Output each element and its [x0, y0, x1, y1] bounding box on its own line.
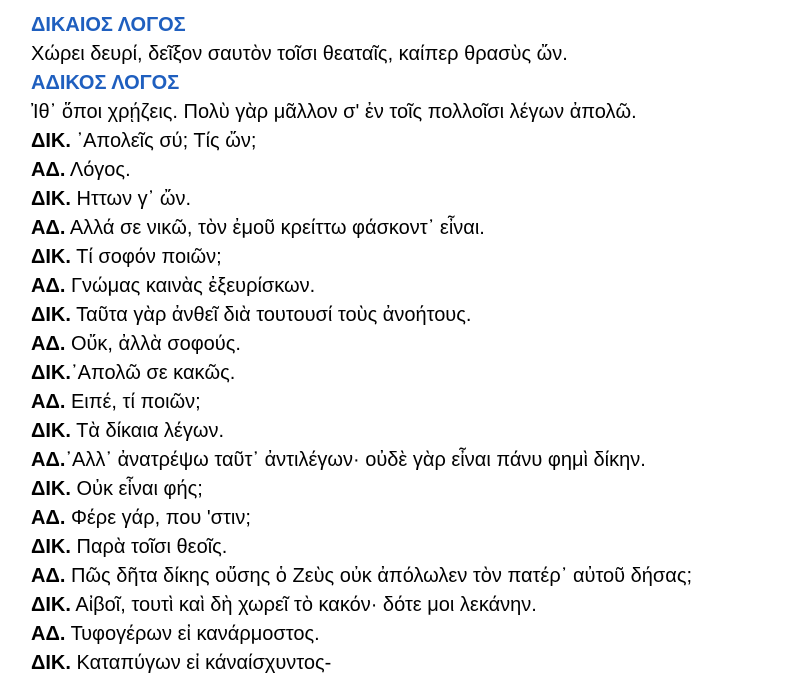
dialogue-line — [31, 504, 785, 533]
speaker-label: ΑΔ. — [31, 159, 66, 181]
dialogue-line — [31, 40, 785, 69]
speaker-label: ΔΙΚ. — [31, 130, 71, 152]
line-text: Παρὰ τοῖσι θεοῖς. — [76, 536, 228, 558]
dialogue-line — [31, 562, 785, 591]
speaker-label: ΑΔ. — [31, 333, 66, 355]
dialogue-line — [31, 359, 785, 388]
line-text: Χώρει δευρί, δεῖξον σαυτὸν τοῖσι θεαταῖς, καίπερ θρασὺς ὤν. — [31, 43, 568, 65]
dialogue-line — [31, 330, 785, 359]
dialogue-line — [31, 301, 785, 330]
line-text: Οὔκ, ἀλλὰ σοφούς. — [70, 333, 241, 355]
speaker-label: ΔΙΚ. — [31, 246, 71, 268]
dialogue-line — [31, 417, 785, 446]
line-text: ᾿Αλλ᾽ ἀνατρέψω ταῦτ᾽ ἀντιλέγων· οὐδὲ γὰρ εἶναι πάνυ φημὶ δίκην. — [65, 449, 646, 471]
speaker-label: ΔΙΚ. — [31, 420, 71, 442]
heading-text: ΔΙΚΑΙΟΣ ΛΟΓΟΣ — [31, 14, 186, 36]
speaker-label: ΔΙΚ. — [31, 652, 71, 674]
line-text: Οὐκ εἶναι φής; — [76, 478, 203, 500]
dialogue-line — [31, 272, 785, 301]
speaker-label: ΔΙΚ. — [31, 304, 71, 326]
speaker-label: ΑΔ. — [31, 565, 66, 587]
speaker-label: ΑΔ. — [31, 449, 66, 471]
line-text: Αἰβοῖ, τουτὶ καὶ δὴ χωρεῖ τὸ κακόν· δότε μοι λεκάνην. — [75, 594, 537, 616]
line-text: Γνώμας καινὰς ἐξευρίσκων. — [70, 275, 316, 297]
heading-adikos-logos — [31, 69, 785, 98]
line-text: Τί σοφόν ποιῶν; — [76, 246, 222, 268]
line-text: Ειπέ, τί ποιῶν; — [70, 391, 201, 413]
line-text: Πῶς δῆτα δίκης οὔσης ὁ Ζεὺς οὐκ ἀπόλωλεν τὸν πατέρ᾽ αὐτοῦ δήσας; — [70, 565, 693, 587]
speaker-label: ΔΙΚ. — [31, 362, 71, 384]
line-text: Λόγος. — [69, 159, 131, 181]
dialogue-line — [31, 214, 785, 243]
dialogue-line — [31, 243, 785, 272]
line-text: ᾿Απολεῖς σύ; Τίς ὤν; — [76, 130, 257, 152]
dialogue-line — [31, 533, 785, 562]
dialogue-line — [31, 475, 785, 504]
dialogue-line — [31, 185, 785, 214]
speaker-label: ΔΙΚ. — [31, 188, 71, 210]
line-text: Ἰθ᾽ ὅποι χρῄζεις. Πολὺ γὰρ μᾶλλον σ' ἐν τοῖς πολλοῖσι λέγων ἀπολῶ. — [31, 101, 637, 123]
line-text: Αλλά σε νικῶ, τὸν ἐμοῦ κρείττω φάσκοντ᾽ εἶναι. — [69, 217, 485, 239]
speaker-label: ΑΔ. — [31, 391, 66, 413]
speaker-label: ΔΙΚ. — [31, 478, 71, 500]
dialogue-line — [31, 649, 785, 678]
line-text: Ταῦτα γὰρ ἀνθεῖ διὰ τουτουσί τοὺς ἀνοήτους. — [76, 304, 472, 326]
dialogue-line — [31, 127, 785, 156]
line-text: Τυφογέρων εἰ κανάρμοστος. — [70, 623, 320, 645]
heading-dikaios-logos — [31, 11, 785, 40]
speaker-label: ΑΔ. — [31, 217, 66, 239]
heading-text: ΑΔΙΚΟΣ ΛΟΓΟΣ — [31, 72, 180, 94]
speaker-label: ΑΔ. — [31, 507, 66, 529]
line-text: ᾿Απολῶ σε κακῶς. — [70, 362, 236, 384]
line-text: Καταπύγων εἰ κάναίσχυντος- — [76, 652, 332, 674]
speaker-label: ΔΙΚ. — [31, 536, 71, 558]
dialogue-line — [31, 98, 785, 127]
dialogue-line — [31, 620, 785, 649]
speaker-label: ΑΔ. — [31, 275, 66, 297]
dialogue-line — [31, 591, 785, 620]
dialogue-line — [31, 446, 785, 475]
speaker-label: ΑΔ. — [31, 623, 66, 645]
line-text: Ηττων γ᾽ ὤν. — [76, 188, 192, 210]
line-text: Φέρε γάρ, που 'στιν; — [70, 507, 251, 529]
dialogue-line — [31, 388, 785, 417]
speaker-label: ΔΙΚ. — [31, 594, 71, 616]
line-text: Τὰ δίκαια λέγων. — [76, 420, 225, 442]
dialogue-line — [31, 156, 785, 185]
